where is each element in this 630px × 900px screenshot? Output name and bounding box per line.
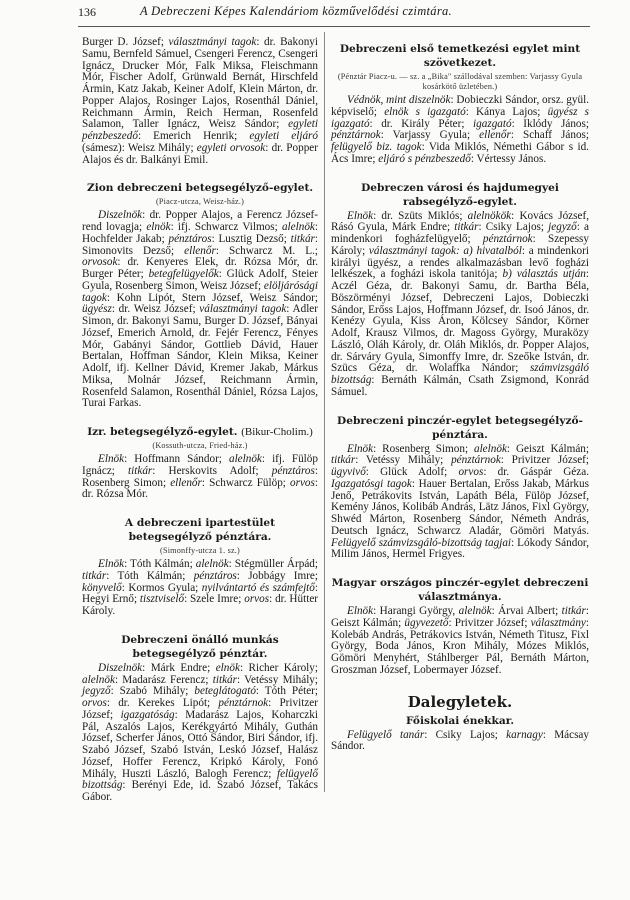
role-label: alelnök <box>195 558 229 570</box>
running-header: A Debreczeni Képes Kalendáriom közművelődési czimtára. <box>140 4 452 18</box>
role-label: Elnök <box>98 453 125 465</box>
role-label: betegfelügyelők <box>148 268 219 280</box>
role-label: felügyelő bizottság <box>82 767 318 792</box>
paragraph <box>82 454 318 501</box>
role-label: jegyző <box>548 221 577 234</box>
section-heading <box>331 42 589 70</box>
names-text: : Rosenberg Simon; <box>373 442 474 455</box>
names-text: (sámesz): Weisz Mihály; <box>82 141 197 154</box>
section-subheading: Főiskolai énekkar. <box>405 714 515 727</box>
role-label: ellenőr <box>479 129 511 142</box>
section <box>331 414 589 562</box>
section-heading-text: Debreczeni pinczér-egylet betegsegélyző-pénztára. <box>337 414 583 441</box>
role-label: Elnök <box>347 442 374 455</box>
names-text: : Iklódy János; <box>511 117 589 130</box>
role-label: titkár <box>454 221 479 234</box>
role-label: alelnök <box>228 453 262 465</box>
names-text: : Madarász Lajos, Koharczki Pál, Aszalós Lajos, Kerékgyártó Mihály, Guthán József, Scherfer János, Ottó Sándor, Biri Sándor, ifj. Szabó József, Szabó István, Leskó József, Halász József, Hoffer Ferencz, Kripkó Károly, Fonó Mihály, Huszti László, Balogh Ferencz; <box>82 708 318 780</box>
role-label: orvos <box>82 697 107 709</box>
role-label: elnök s igazgató <box>384 105 466 118</box>
role-label: pénztáros <box>193 569 237 582</box>
names-text: : Schwarcz Fülöp; <box>201 476 291 489</box>
names-text: : Adler Simon, dr. Bakonyi Samu, Burger D. József, Bányai József, Emerich Arnold, dr. Fejér Ferencz, Fényes Mór, Gabányi Sándor, Gottlieb Dávid, Hauer Bertalan, Hoffman Sándor, Klein Miksa, Keiner Adolf, ifj. Kellner Dávid, Kremer Jakab, Márkus Miksa, Molnár József, Reichmann Ármin, Rosenfeld Salamon, Rosenthál Dániel, Rózsa Lajos, Turai Farkas. <box>82 303 318 410</box>
role-label: jegyző <box>82 685 111 698</box>
section-heading-text: Dalegyletek. <box>407 692 513 711</box>
names-text: : Kohn Lipót, Stern József, Weisz Sándor; <box>106 291 318 304</box>
names-text: : Varjassy Gyula; <box>380 129 480 142</box>
role-label: pénztárnok <box>331 129 381 142</box>
section <box>331 576 589 677</box>
role-label: elöljárósági tagok <box>82 279 318 304</box>
names-text: : dr. Hütter Károly. <box>82 593 319 617</box>
names-text: : Privitzer József; <box>500 454 590 467</box>
header-rule <box>78 26 590 27</box>
section <box>331 181 589 399</box>
names-text: : Geiszt Kálmán; <box>331 605 589 629</box>
names-text: : Herskovits Adolf; <box>152 464 272 477</box>
paragraph <box>82 37 318 166</box>
role-label: Elnök <box>347 605 374 617</box>
role-label: felügyelő biz. tagok <box>331 141 422 153</box>
role-label: ügyész <box>82 303 112 316</box>
role-label: egyleti orvosok <box>196 141 266 154</box>
role-label: titkár <box>212 673 238 686</box>
role-label: ellenőr <box>184 244 216 257</box>
names-text: : dr. Király Péter; <box>369 117 474 130</box>
names-text: : Kolebáb András, Petrákovics István, Németh Titusz, Fixl György, Boda János, Kron Mihály, Mózes Miklós, Gömöri Menyhért, Stáhlberger Pál, Bernáth Márton, Groszman József, Lobermayer József. <box>331 616 589 676</box>
names-text: : Stégmüller Árpád; <box>228 558 318 570</box>
role-label: orvosok <box>82 256 118 269</box>
names-text: : Vetéssy Mihály; <box>355 454 452 467</box>
role-label: Elnök <box>347 209 374 222</box>
role-label: egyleti pénzbeszedő <box>82 118 318 142</box>
names-text: : Richer Károly; <box>239 661 318 674</box>
names-text: : ifj. Schwarcz Vilmos; <box>170 221 282 233</box>
names-text: : dr. Weisz József; <box>111 303 200 316</box>
names-text: : ifj. Fülöp Ignácz; <box>82 453 318 477</box>
names-text: : dr. Kenyeres Elek, dr. Rózsa Mór, dr. Burger Péter; <box>82 256 318 280</box>
section-heading <box>82 516 318 544</box>
role-label: igazgatóság <box>120 708 175 721</box>
names-text: : dr. Popper Alajos és dr. Balkányi Emil. <box>82 141 318 166</box>
names-text: : Jobbágy Imre; <box>236 569 319 582</box>
role-label: Felügyelő tanár <box>347 728 425 741</box>
names-text: : Márk Endre; <box>142 661 216 674</box>
role-label: Diszelnök <box>98 209 143 222</box>
names-text: : dr. Rózsa Mór. <box>82 476 318 501</box>
section-address: (Piacz-utcza, Weisz-ház.) <box>155 197 245 207</box>
role-label: könyvelő <box>82 581 122 594</box>
section <box>82 425 318 501</box>
names-text: : Kovács József, Rásó Gyula, Márk Endre; <box>331 209 589 234</box>
role-label: orvos <box>290 476 315 489</box>
section <box>82 181 318 410</box>
names-text: : Szabó Mihály; <box>110 685 195 698</box>
names-text: : dr. Popper Alajos, a Ferencz József-rend lovagja; <box>82 209 318 233</box>
names-text: : a mindenkori királyi ügyész, a rendes alkalmazásban levő fogházi lelkészek, a fogházi iskola tanitója; <box>331 244 589 281</box>
section-heading <box>331 576 589 604</box>
names-text: : Emerich Henrik; <box>137 130 250 142</box>
names-text: : Hoffmann Sándor; <box>124 453 229 465</box>
role-label: egyleti eljáró <box>249 130 318 142</box>
paragraph <box>331 211 589 399</box>
role-label: elnök <box>146 221 171 233</box>
section-heading-text: Izr. betegsegélyző-egylet. <box>87 426 238 438</box>
section-heading-text: Zion debreczeni betegsegélyző-egylet. <box>86 182 314 195</box>
role-label: Védnök, mint diszelnök <box>347 94 451 106</box>
names-text: : Rosenberg Simon; <box>82 464 318 489</box>
role-label: orvos <box>244 593 270 606</box>
section-address: (Pénztár Piacz-u. — sz. a „Bika" szállodával szemben: Varjassy Gyula kosárkötő üzletében.) <box>337 72 583 91</box>
names-text: : Csiky Lajos; <box>424 728 507 741</box>
names-text: : Privitzer József; <box>448 616 531 629</box>
left-column <box>82 37 318 819</box>
role-label: pénztáros <box>271 464 315 477</box>
section <box>82 37 318 166</box>
names-text: : Vértessy János. <box>470 152 547 165</box>
role-label: ügyvezető <box>404 616 449 629</box>
section <box>82 633 318 804</box>
names-text: : Vetéssy Mihály; <box>237 673 319 686</box>
names-text: : Aczél Géza, dr. Bakonyi Samu, dr. Bartha Béla, Böszörményi József, Debreczeni Lajos, Dobieczki Sándor, Erőss Lajos, Hoffmann József, dr. Isoó János, dr. Kenézy Gyula, Kiss Áron, Kölcsey Sándor, Körner Adolf, Krausz Vilmos, dr. Magoss György, Muraközy László, Oláh Károly, dr. Oláh Miklós, dr. Popper Alajos, dr. Sárváry Gyula, Simonffy Imre, dr. Szeőke István, dr. Szücs Géza, dr. Wolaffka Nándor; <box>331 268 590 375</box>
names-text: : Lusztig Dezső; <box>211 232 291 245</box>
names-text: : Simonovits Dezső; <box>82 232 319 257</box>
names-text: : Glück Adolf; <box>365 466 459 478</box>
role-label: választmányi tagok <box>168 36 257 48</box>
section-heading <box>82 633 318 661</box>
names-text: : Kánya Lajos; <box>465 105 548 118</box>
role-label: ügyész s igazgató <box>331 105 589 130</box>
role-label: b) választás utján <box>502 268 586 281</box>
role-label: igazgató <box>473 117 512 130</box>
names-text: : Dobieczki Sándor, orsz. gyül. képviselő; <box>331 94 589 118</box>
role-label: pénztárnok <box>482 233 533 245</box>
names-text: : Geiszt Kálmán; <box>506 442 589 455</box>
role-label: titkár <box>128 464 153 477</box>
role-label: pénztárnok <box>218 697 269 709</box>
role-label: számvizsgáló bizottság <box>331 362 589 386</box>
names-text: : Lókody Sándor, Milim János, Hermel Frigyes. <box>331 536 589 561</box>
names-text: : Szele Imre; <box>184 593 245 606</box>
role-label: beteglátogató <box>194 685 256 698</box>
names-text: : Hauer Bertalan, Erőss Jakab, Márkus Jenő, Petrákovits István, Lapáth Béla, Fülöp József, Kemény János, Kolibáb András, Lätz János, Fixl György, Shwéd Márton, Rosenberg Sándor, Németh András, Deutsch Ignácz, Schwarcz Aladár, Gömöri Matyás. <box>331 477 589 537</box>
section <box>82 516 318 618</box>
names-text: : Harangi György, <box>373 605 459 617</box>
page-number: 136 <box>78 5 96 19</box>
section-heading-text: Magyar országos pinczér-egylet debreczeni választmánya. <box>331 577 589 603</box>
role-label: ellenőr <box>170 476 202 489</box>
names-text: : a mindenkori fogházfelügyelő; <box>331 221 590 245</box>
role-label: karnagy <box>506 728 543 741</box>
role-label: titkár <box>290 232 315 245</box>
role-label: alelnök <box>473 442 507 455</box>
role-label: nyilvántartó és számfejtő <box>201 581 315 594</box>
names-text: : Csiky Lajos; <box>478 221 549 234</box>
names-text: : Szepessy Károly; <box>331 233 590 257</box>
section-heading-note: (Bikur-Cholim.) <box>241 426 313 438</box>
paragraph <box>82 210 318 410</box>
section-heading <box>331 181 589 209</box>
names-text: : Privitzer József; <box>82 697 318 721</box>
role-label: alelnök <box>458 605 492 617</box>
role-label: alelnökök <box>467 209 512 222</box>
role-label: Felügyelő számvizsgáló-bizottság tagjai <box>331 536 512 549</box>
section-heading-text: Debreczeni első temetkezési egylet mint szövetkezet. <box>339 43 581 69</box>
role-label: titkár <box>331 454 356 467</box>
section-heading <box>82 181 318 195</box>
section-heading <box>331 692 589 712</box>
role-label: Elnök <box>98 558 125 570</box>
section-address: (Simonffy-utcza 1. sz.) <box>160 546 240 555</box>
names-text: : dr. Szüts Miklós; <box>373 209 468 222</box>
role-label: orvos <box>458 466 484 478</box>
role-label: pénztárnok <box>451 454 501 467</box>
role-label: Igazgatósgi tagok <box>331 477 412 490</box>
role-label: tisztviselő <box>139 593 185 606</box>
role-label: pénztáros <box>168 232 212 245</box>
names-text: : Tóth Péter; <box>255 685 318 698</box>
role-label: alelnök <box>281 221 315 233</box>
role-label: titkár <box>82 569 107 582</box>
names-text: : dr. Bakonyi Samu, Bernfeld Sámuel, Csengeri Ferencz, Csengeri Ignácz, Drucker Mór, Falk Miksa, Fleischmann Mór, Fischer Adolf, Grünwald Bernát, Hirschfeld Ármin, Katz Jakab, Keiner Adolf, Klein Márton, dr. Popper Alajos, Rosinger Lajos, Rosenthál Dániel, Reichmann Ármin, Reich Herman, Rosenfeld Salamon, Taller Ignácz, Weisz Sándor; <box>82 36 318 131</box>
names-text: : Madarász Ferencz; <box>114 673 213 686</box>
names-text: : Árvai Albert; <box>491 605 562 617</box>
names-text: : Tóth Kálmán; <box>124 558 196 570</box>
names-text: : Tóth Kálmán; <box>106 569 194 582</box>
names-text: : Hegyi Ernő; <box>82 581 318 606</box>
names-text: : dr. Gáspár Géza. <box>483 466 589 478</box>
right-column <box>331 42 589 768</box>
names-text: : Vida Miklós, Némethi Gábor s id. Ács Imre; <box>331 141 589 165</box>
role-label: Diszelnök <box>98 661 143 674</box>
role-label: választmányi tagok: a) hivatalból <box>368 244 522 257</box>
section-heading-text: A debreczeni ipartestület betegsegélyző pénztára. <box>124 517 276 543</box>
paragraph <box>82 663 318 804</box>
role-label: alelnök <box>82 673 115 686</box>
role-label: választmányi tagok <box>199 303 287 316</box>
section-heading <box>331 414 589 442</box>
section-heading-text: Debreczen városi és hajdumegyei rabsegélyző-egylet. <box>361 181 559 208</box>
section-address: (Kossuth-utcza, Fried-ház.) <box>152 441 248 450</box>
section-heading-text: Debreczeni önálló munkás betegsegélyző pénztár. <box>121 633 279 660</box>
names-text: : Glück Adolf, Steier Gyula, Rosenberg Simon, Weisz József; <box>82 268 318 292</box>
paragraph <box>331 95 589 166</box>
names-text: Burger D. József; <box>82 36 169 48</box>
role-label: választmány <box>530 616 586 629</box>
section <box>331 692 589 754</box>
names-text: : Berényi Ede, id. Szabó József, Takács Gábor. <box>82 779 318 803</box>
role-label: titkár <box>561 605 586 617</box>
names-text: : Hochfelder Jakab; <box>82 221 318 245</box>
names-text: : dr. Kerekes Lipót; <box>106 697 219 709</box>
names-text: : Mácsay Sándor. <box>331 728 589 753</box>
role-label: eljáró s pénzbeszedő <box>378 152 471 165</box>
names-text: : Bernáth Kálmán, Csath Zsigmond, Konrád Sámuel. <box>331 374 589 398</box>
role-label: ügyvivő <box>331 466 366 478</box>
section <box>331 42 589 166</box>
section-heading <box>82 425 318 439</box>
names-text: : Schwarcz M. L.; <box>215 244 319 257</box>
names-text: : Kormos Gyula; <box>121 581 202 594</box>
role-label: elnök <box>215 661 240 674</box>
paragraph <box>82 559 318 618</box>
paragraph <box>331 444 589 562</box>
paragraph <box>331 606 589 677</box>
names-text: : Schaff János; <box>510 129 589 142</box>
paragraph <box>331 730 589 754</box>
column-divider <box>324 32 325 792</box>
